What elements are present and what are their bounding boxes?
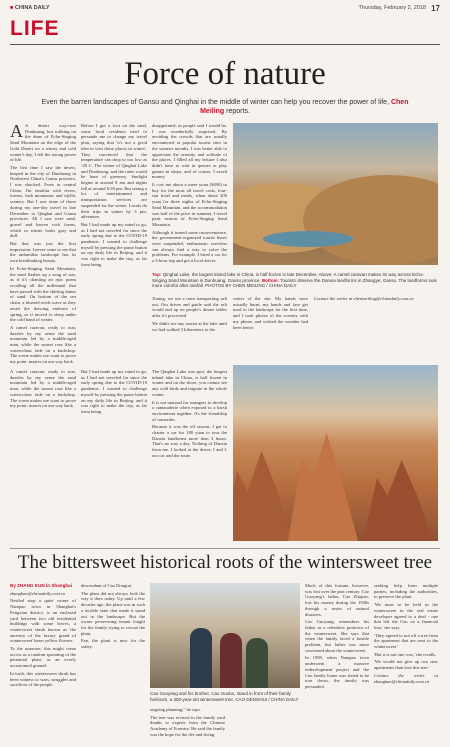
- paragraph: 'But it is not one cost,' she recalls.: [374, 651, 437, 657]
- story1-contact: [314, 296, 438, 364]
- story2-column-2: [81, 583, 145, 743]
- paragraph: But that was just the first impression. I never came to see that the unfamiliar landscape has its own breathtaking beauty.: [10, 241, 76, 264]
- paragraph: 'We must to be held in the wintersweet in the real estate developer agreed to a deal - one that left the Cao on a financial loss,' she says.: [374, 602, 438, 630]
- paragraph: Contact the writer at zhangkun@chinadaily.com.cn: [374, 672, 438, 684]
- paragraph: Fan, the plant is now for the safety.: [81, 638, 145, 650]
- story1-below-caption-right: [233, 296, 308, 364]
- paragraph: To the unaware, this might come across as a random sprouting of the perennial plant, as an overly accustomed ground.: [10, 646, 76, 669]
- deck-end: reports.: [224, 108, 250, 115]
- story1-column-1: [10, 123, 76, 365]
- story-divider: [10, 548, 440, 549]
- danxia-landform-photo: [233, 365, 438, 541]
- photo-credit: PHOTOS BY CHEN MEILING / CHINA DAILY: [205, 283, 297, 288]
- photo-caption: [152, 272, 438, 289]
- paragraph: We didn't see any tourist at the lake until we had walked 3 kilometers to the: [152, 320, 227, 332]
- story1-deck: [30, 98, 420, 116]
- story2-photo-caption: [150, 691, 300, 702]
- paragraph: But I had made up my mind to go, as I had not traveled far since the early spring due to the COVID-19 pandemic. I wanted to challenge myself by pressing the pause button on my daily life in Beijing, and it was right to make the trip, as far from being: [81, 369, 147, 414]
- caption-text: Cao Guoyang and his brother, Cao Guobo, stand in front of their family heirloom, a 300-year-old wintersweet tree.: [150, 691, 291, 702]
- issue-date: Thursday, February 2, 2018: [358, 5, 426, 11]
- drop-cap: A: [10, 123, 23, 141]
- ridge-shape: [233, 441, 293, 541]
- cao-brothers-photo: [150, 583, 300, 688]
- story1-right-column: [152, 369, 227, 541]
- contact-line: Contact the writer at chenmeiling@chinadaily.com.cn: [314, 296, 414, 301]
- paragraph: Before I got a foot on the sand, some local residents tried to persuade me to change my travel plan, saying that 'it's not a good idea to visit those places in winter'. They convinced that the temperature can drop to too low as -20 C. The winter of Qinghai Lake and Dunhuang, and the rains would be haze of greenery. Sunlight begins at around 8 am and nights fall at around 6:30 pm. But seeing a lot of entertainment and transportation services are suspended for the winter. Locals do their trips in winter by 3 pm, adventure.: [81, 123, 147, 220]
- story1-below-caption-left: [152, 296, 227, 364]
- caption-label: Top:: [152, 272, 162, 277]
- story1-column-2: [81, 123, 147, 365]
- header-rule: [10, 44, 440, 45]
- paragraph: A camel caravan, ready to roar, dazzles by my sense the sand mountain led by a middle-aged man, while the sunset rose like a watercolour fade on a backdrop. The scene makes me want to prove my point: master on our way back.: [10, 324, 76, 365]
- ridge-shape: [363, 451, 433, 541]
- paragraph: Much of this fortune, however, was lost over the past century. Cao Guoyang's father, Cao Zhiqiao, lost his money during the 1930s through a series of natural disasters.: [305, 583, 369, 617]
- brand-name: CHINA DAILY: [14, 5, 50, 11]
- story1-headline: Force of nature: [124, 56, 326, 92]
- person-figure: [220, 633, 242, 688]
- paragraph: A camel caravan, ready to roar, dazzles by my sense the sand mountain led by a middle-aged man, while the sunset rose like a watercolour fade on a backdrop. The scene makes me want to prove my point: master on our way back.: [10, 369, 76, 409]
- paragraph: The tree was revived in the family yard thanks to experts from the Chinese Academy of Forestry. He said the family was the hope for the life and living.: [150, 714, 225, 737]
- paragraph: A desert way-rose Dunhuang, but walking on the dune of Echo-Singing Sand Mountain on the edge of the Gobi Desert on a wintry and cold winter's day, I felt the strong power of life.: [10, 123, 76, 163]
- paragraph: In 1998, when Nanqiao town underwent a massive redevelopment project and the Cao family home was slated to be torn down, the family was persuaded.: [305, 655, 369, 689]
- paragraph: But I had made up my mind to go, as I had not traveled far since the early spring due to the COVID-19 pandemic. I wanted to challenge myself by pressing the pause button on my daily life in Beijing, and it was right to make the trip, as far from being: [81, 221, 147, 267]
- paragraph: Because it was the off season, I got to charter a car for 180 yuan to tour the Danxia landforms more than 3 hours. That's no way a day. Nothing of Danxia from me. I looked at the driver, I and I, our car and the route.: [152, 424, 227, 458]
- deck-author: Chen Meiling: [200, 99, 409, 115]
- paragraph: It cost me about a mere yuan ($490) to buy for the most all travel costs, four-star hotel and meals, when about 200 yuan for three nights of Echo-Singing Sand Mountain, and the accommodation was half of the price in summer. I travel peak season of Echo-Singing Sand Mountain.: [152, 182, 227, 227]
- story2-column-1: [10, 583, 76, 743]
- newspaper-brand: ■ CHINA DAILY: [10, 5, 50, 11]
- story2-column-5: [374, 583, 438, 743]
- paragraph: It is not unusual for strangers to develop a camaraderie when exposed to a harsh environment together. It's the friendship of comrades.: [152, 399, 227, 422]
- story2-column-3: [150, 707, 225, 743]
- paragraph: Nestled atop a quiet corner of Nanqiao town in Shanghai's Fengxian district, is an enclosed yard between two old residential buildings with some leaves, a wintersweet shrub known as 'the ancestry of the luxury grand of wintersweet' bears yellow flowers.: [10, 598, 76, 644]
- page-number: 17: [431, 4, 440, 13]
- paragraph: 'We would not give up two new apartments than lose this tree.': [374, 659, 438, 671]
- paragraph: The plant did not always look the way it does today. Up until a few decades ago, the plant was in such a terrible state that made it stand out in the landscape. But the owner persevering tenant fought for the family trying to rescue the plant.: [81, 590, 145, 636]
- story2-column-4: [305, 583, 369, 743]
- paragraph: Cao Guoyang, remembers his father as a relentless protector of the wintersweet. She says that when the family faced a hostile problem, but father was more concerned about the wintersweet.: [305, 619, 369, 653]
- paragraph: center of the site. My hands were actually burnt, my hands and face get used to the landscape for the first time, and I took photos of the scenery with my phone, and wished the weather had been better.: [233, 296, 308, 330]
- paragraph: descendant of Cao Dongtai.: [81, 583, 133, 588]
- ridge-shape: [288, 421, 358, 541]
- page-header: [10, 4, 440, 14]
- section-title: LIFE: [10, 17, 60, 40]
- person-figure: [246, 638, 268, 688]
- paragraph: ongoing planning," he says.: [150, 707, 201, 712]
- story1-column-2-cont: [81, 369, 147, 541]
- paragraph: disappointed, as people said I would be, I was wonderfully surprised. By avoiding the crowds that are usually encountered at popular tourist sites in the warmer months, I was better able to appreciate the serenity and solitude of the places. I filled all my leisure I also didn't have to wait in queues or play games in shops, and of course, I saved money.: [152, 123, 227, 180]
- caption-text: Qinghai Lake, the largest inland lake in China, is half frozen in late December. Above: A camel caravan makes its way across Echo-Singing Sand Mountain in Dunhuang, Gansu province.: [152, 272, 424, 283]
- story2-headline: The bittersweet historical roots of the wintersweet tree: [17, 552, 433, 573]
- deck-text: Even the barren landscapes of Gansu and Qinghai in the middle of winter can help you recover the power of life,: [41, 99, 391, 106]
- paragraph: In truth, this wintersweet shrub has been witness to wars, struggles and sacrifices of the people.: [10, 670, 76, 688]
- paragraph: Xining, we see a train transporting salt out. Our driver and guide said the salt would end up on people's dinner tables after it's processed.: [152, 296, 227, 319]
- lake-shape: [263, 231, 353, 247]
- paragraph: The first time I saw the desert, heaped in the city of Dunhuang in Northwest China's Gansu province, I was shocked. Even in central China, I'm familiar with rivers, forests, lush mountains and idyllic scenery. But I saw none of those during my one-day travel in late December to Qinghai and Gansu provinces. All I saw were sand, gravel and barren rock forms, which in winter looks gray and dull.: [10, 164, 76, 239]
- story1-column-1-cont: [10, 369, 76, 541]
- paragraph: In Echo-Singing Sand Mountain, the sand flashes up a song of sun, as if it's chanting an epic poem recalling all the millennial that have passed with the shifting dunes of sand. On bottom of the sea chain, a bluered reeds wave as they await the thawing embrace of spring, as if moved to sleep under the cold hand of winter.: [10, 265, 76, 323]
- qinghai-lake-photo: [233, 123, 438, 265]
- paragraph: Although it turned some inconvenience, the government-organized tourist buses were suspended, enthusiastic travelers can always find a way to solve the problems. For example, I hired a car for a 3-hour trip and got a local driver.: [152, 229, 227, 264]
- byline: By ZHANG KUN in Shanghai: [10, 583, 73, 588]
- caption-text: Tourists observe the Danxia landforms in Zhangye, Gansu. The landforms look more colorful after rainfall.: [152, 277, 437, 288]
- photo-credit: CAO DENGHUI / CHINA DAILY: [235, 696, 299, 702]
- paragraph: The Qinghai Lake was spot, the longest inland lake in China, is half frozen in winter and on the shore, you cannot see any wild birds and migrate in the whole winter.: [152, 369, 227, 397]
- paragraph: seeking help from multiple parties, including the authorities, to preserve the plant.: [374, 583, 438, 600]
- paragraph: 'They agreed to not off a tree from the apartment that are next to the wintersweet.': [374, 632, 438, 650]
- caption-label: Bottom:: [261, 277, 280, 283]
- byline-email: zhangkun@chinadaily.com.cn: [10, 590, 66, 596]
- person-figure: [190, 628, 212, 688]
